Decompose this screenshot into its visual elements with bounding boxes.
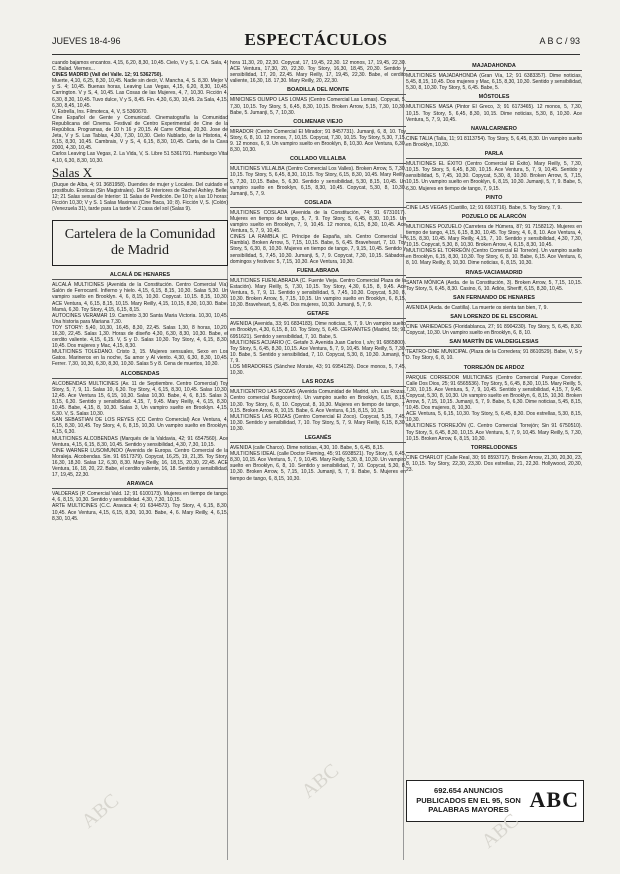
- listing: MULTICINES MASA (Pintor El Greco, 3; 91 6173465). 12 monos, 5, 7,30, 10,15. Toy Story, 5, 6,45, 8,30, 10,15. Dime noticias, 5,30, 8, 10,30. Ace Ventura, 5, 7, 9, 10,45.: [406, 104, 582, 123]
- issue-date: JUEVES 18-4-96: [52, 36, 121, 46]
- listing: MULTICINES ALCOBENDAS (Marqués de la Valdavia, 42; 91 6547560). Ace Ventura, 4,15, 6,15, 8,30, 10,45. Sentido y sensibilidad, 4,30, 7,30, 10,15.: [52, 435, 228, 448]
- listing: MULTICENTRO LAS ROZAS (Avenida Comunidad de Madrid, s/n. Las Rozas. Centro comercial Burgocentro). Un vampiro suelto en Brooklyn, 6,15, 8,15, 10,30. Toy Story, 6, 8, 10. Copycat, 8, 10,30. Mujeres en tiempo de tango, 7, 9,15. Broken Arrow, 8, 10,15. Babe, 6. Ace Ventura, 6,15, 8,15, 10,15.: [230, 389, 406, 414]
- listing: AVENIDA (calle Charco). Dime noticias, 4,30, 10. Babe, 5, 6,45, 8,15.: [230, 445, 384, 452]
- listing: MULTICINES IDEAL (calle Doctor Fleming, 45; 91 6938521). Toy Story, 5, 6,45, 8,30, 10,15. Ace Ventura, 5, 7, 9, 10,45. Mary Reilly, 5,30, 8, 10,30. Un vampiro suelto en Brooklyn, 6, 8, 10. Sentido y sensibilidad, 7, 10. Copycat, 5,30, 8, 10,30. Broken Arrow, 5, 7,15, 10,15. Jumanji, 5, 7, 9. Babe, 5. Mujeres en tiempo de tango, 6, 8,15, 10,30.: [230, 451, 406, 482]
- listing: LOS MIRADORES (Sánchez Morate, 43; 91 6954125). Doce monos, 5, 7,45, 10,30.: [230, 364, 406, 377]
- town-heading: LEGANÉS: [230, 435, 406, 443]
- town-heading: ALCALÁ DE HENARES: [52, 272, 228, 280]
- watermark: ABC: [77, 789, 124, 833]
- listing: Cine Español de Gente y Comunicad. Cinematografía la Comunidad Republicana del Cinema. Festival de Centro Experimental de Cine de la República. Programas, de 10 h 16 y 20,15. Al Carre Official, 20,30. Jose de Jeta, V y S. Las Tablas, 4,30, 7,30, 10,30. Cielo Nublado, de la Historia, 4, 6,15, 8,30, 10,45. Cambrais, V y S, 4, 6,15, 8,30, 10,45. Carta, de la Cava 2000, 4,30, 10,45.: [52, 114, 228, 152]
- town-heading: FUENLABRADA: [230, 268, 406, 276]
- listing: MULTICINES COSLADA (Avenida de la Constitución, 74; 91 6731017). Mujeres en tiempo de tango, 5, 7, 9. Toy Story, 5, 6,45, 8,30, 10,15. Un vampiro suelto en Brooklyn, 7, 9, 10,45. 12 monos, 6,15, 8,30, 10,45. Ace Ventura, 5, 7, 9, 10,45.: [230, 209, 406, 235]
- listing: VALDERAS (P. Comercial Vald. 12; 91 6100173). Mujeres en tiempo de tango. 4, 6, 8,15, 10,30. Sentido y sensibilidad. 4,30, 7,30, 10,15.: [52, 491, 228, 504]
- listing: PARQUE CORREDOR MULTICINES (Centro Comercial Parque Corredor. Calle Dos Dios, 25; 91 6565536). Toy Story, 5, 6,45, 8,30, 10,15. Mary Reilly, 5, 7,30, 10,15. Ace Ventura, 5, 7, 9, 10,45. Sentido y sensibilidad, 4,15, 7, 9,45. Copycat, 5,30, 8, 10,30. Un vampiro suelto en Brooklyn, 6, 8,15, 10,30. Broken Arrow, 5, 7,15, 10,15. Jumanji, 5, 7, 9. Babe, 5, 6,30. Dime noticias, 5,45, 8,15, 10,45. Dos mujeres, 8, 10,30.: [406, 374, 582, 412]
- listing: Muerte, 4,10, 6,25, 8,30, 10,45. Nadie sin decir, V. Mancha, 4, S. 8,30. Mejor V y S. 4; 10,45. Buenas horas, Leaving Las Vegas, 4,15, 6,20, 8,30, 10,45. Carrington. V y S, 4, 10,45. Las Cosas de las Mujeres, 4, 7, 10,30. Ficción 4, 6,30, 8,30, 10,45. Tuvo dulce, V y S, 8,45. Fin. 4,30, 6,30, 10,45. 2a Sala, 4,15, 6,30, 8,45, 10,45.: [52, 78, 228, 109]
- page-number: A B C / 93: [539, 36, 580, 46]
- listing: MINICINES OLIMPO LAS LOMAS (Centro Comercial Las Lomas). Copycat, 5, 7,30, 10,15. Toy Story, 5, 6,45, 8,30, 10,15. Broken Arrow, 5,15, 7,30, 10,30. Babe, 5. Jumanji, 5, 7, 10,30.: [230, 97, 406, 116]
- listing: SAN SEBASTIAN DE LOS REYES (CC Centro Comercial) Ace Ventura, 4, 6,15, 8,30, 10,45. Toy Story, 4, 6, 8,15, 10,30. Un vampiro suelto en Brooklyn, 4,15, 6,30.: [52, 417, 228, 436]
- listing: CINE VARIEDADES (Floridablanca, 27; 91 8904230). Toy Story, 5, 6,45, 8,30. Copycat, 10,30. Un vampiro suelto en Brooklyn, 6, 8, 10.: [406, 324, 582, 337]
- listing: (Duque de Alba, 4; 91 3681958). Duendes de mujer y Locales. Del cuidado el prostibulo. Eroticas (Sin Magistrales). Del Sí Interiores de Rachel Ashley. Belle, 12; 21 Salas sexual de Interior: 11 Salas de Perdición. De 10 h; a las 10 horas; Ficción 10,30; V y S. 1 Salas Maximas (Cine Baca, 10; 8). Ficción V, S. (Colón) (Venezuela 31), tarde para La tarde V. 2 casa del sol (Salas 9).: [52, 181, 228, 213]
- listing: MIRADOR (Centro Comercial El Mirador; 91 8457731). Jumanji, 6, 8, 10. Toy Story, 6, 8, 10. 12 monos, 7, 10,15. Copycat, 7,30, 10,15. Toy Story, 5,30, 7,15, 9. 12 monos, 6, 9. Un vampiro suelto en Brooklyn, 8, 10,30. Ace Ventura, 6,30, 8,30, 10,30.: [230, 128, 406, 154]
- cartelera-box: Cartelera de la Comunidad de Madrid: [52, 220, 228, 266]
- listing: MULTICINES TOLEDANO. Cristo 3, 15. Mujeres sensuales, Sexo en Los Gatos. Marineros en la noche, Su amor y Al viento. 4,30, 6,30, 8,30, 10,45. Ferrer. 7,30, 10,30, 6,30, 8,30, 10,30. Salas 5 y 8. Cena de muertos, 10,30.: [52, 349, 228, 368]
- abc-logo: ABC: [529, 787, 579, 812]
- town-heading: ARAVACA: [52, 481, 228, 489]
- listing: CINE WARNER LUSOMUNDO (Avenida de Europa. Centro Comercial de la Moraleja. Alcobendas. Sin. 91 6517379). Copycat, 16,25, 19, 21,35. Toy Story, 16,30, 18,30. Salas 12, 6,30, 8,30. Mary Reilly, 16, 18,15, 20,30, 22,45. ACE Ventura, 16, 18, 20, 22. Babe, el cerdito valiente, 16, 18. Sentido y sensibilidad, 17, 19,45, 22,30.: [52, 447, 228, 479]
- town-heading: TORREJÓN DE ARDOZ: [406, 365, 582, 373]
- listing: ALCOBENDAS MULTICINES (Av. 11 de Septiembre. Centro Comercial) Toy Story, 5, 7, 9, 11. Salas 10, 6,30. Toy Story, 4, 6,15, 8,30, 10,45. Salas 10,30, 12,45. Ace Ventura 15, 6,15, 10,30. Salas 10,30. Babe, 4, 6, 8,15. Salas 3, 8,15, 6,30. Sentido y sensibilidad. 4,15, 7, 9,45. Mary Reilly, 4, 6,15, 8,30, 10,45. Babe, 4,15, 8, 10,30. Salas 3, Un vampiro suelto en Brooklyn. 4,15, 6,30. V, S. Salas 10,30.: [52, 380, 228, 418]
- town-heading: PARLA: [406, 151, 582, 159]
- town-heading: MÓSTOLES: [406, 94, 582, 102]
- listing: CINES LA RAMBLA (C. Príncipe de España, s/n. Centro Comercial La Rambla). Broken Arrow, 5, 7,15, 10,15. Babe, 5, 6,45. Braveheart, 7, 10. Toy Story, 5, 6,30, 8, 10,30. Mujeres en tiempo de tango, 7, 9,15, 10,45. Sentido y sensibilidad, 5, 7,45, 10,30. Jumanji, 5, 7, 9. Copycat, 7,30, 10,15. Sábados, domingos y festivos: 5, 7,15, 10,30. Ace Ventura, 10,30.: [230, 234, 406, 265]
- abc-advertisement: [406, 780, 584, 822]
- listing: MULTICINES EL TORREÓN (Centro Comercial El Torreón). Un vampiro suelto en Brooklyn, 6,15, 8,30, 10,30. Toy Story, 6, 8, 10. Babe, 6,15. Ace Ventura, 6, 8, 10. Mary Reilly, 8, 10,30. Dime noticias, 6, 8,15, 10,30.: [406, 248, 582, 267]
- ad-text: 692.654 ANUNCIOS PUBLICADOS EN EL 95, SON PALABRAS MAYORES: [416, 786, 521, 814]
- town-heading: SAN LORENZO DE EL ESCORIAL: [406, 314, 582, 322]
- listing: MULTICINES MAJADAHONDA (Gran Vía, 12; 91 6383357). Dime noticias, 5,45, 8,15, 10,45. Dos mujeres y Mac, 6,15, 8,30, 10,30. Sentido y sensibilidad, 5,30, 8, 10,30. Toy Story, 5, 6,45. Babe, 5.: [406, 73, 582, 92]
- listing: CINE LAS VEGAS (Castillo, 12; 91 6913716). Babe, 5. Toy Story, 7, 9.: [406, 204, 562, 211]
- listing: TEATRO-CINE MUNICIPAL (Plaza de la Corredera; 91 8610529). Babe, V, S y D. Toy Story, 6, 8, 10.: [406, 349, 582, 362]
- listing: CINE CHARLOT (Calle Real, 30; 91 8593717). Broken Arrow, 21,30, 20,30, 23, 8, 10,15. Toy Story, 22,30, 23,30. Dos estrellas, 21, 22,30. Hollywood, 20,30, 23.: [406, 454, 582, 473]
- town-heading: TORRELODONES: [406, 445, 582, 453]
- town-heading: GETAFE: [230, 311, 406, 319]
- column-1: [52, 60, 228, 860]
- town-heading: COLLADO VILLALBA: [230, 156, 406, 164]
- listing: MULTICINES LAS ROZAS (Centro Comercial El Zoco). Copycat, 5,15, 7,45, 10,30. Sentido y sensibilidad, 7, 10. Toy Story, 5, 7, 9. Mary Reilly, 6,15, 8,30, 10,30.: [230, 413, 406, 432]
- town-heading: BOADILLA DEL MONTE: [230, 87, 406, 95]
- listing: MULTICINES FUENLABRADA (C. Fuente Vieja. Centro Comercial Plaza de la Estación). Mary Reilly, 5, 7,30, 10,15. Toy Story, 4,30, 6,15, 8, 9,45. Ace Ventura, 5, 7, 9, 11. Sentido y sensibilidad, 5, 7,45, 10,30. Copycat, 5,30, 8, 10,30. Broken Arrow, 5, 7,15, 10,15. Un vampiro suelto en Brooklyn, 6, 8,15, 10,30. Braveheart, 5, 8,45. Dos mujeres, 10,30. Jumanji, 5, 7, 9.: [230, 277, 406, 309]
- listing: CINE TALIA (Talía, 11; 91 8113754). Toy Story, 5, 6,45, 8,30. Un vampiro suelto en Brooklyn, 10,30.: [406, 135, 582, 148]
- section-title: ESPECTÁCULOS: [244, 30, 388, 49]
- listing: V, Estrella, Ins. Filmoteca, 4, V, S 5360670.: [52, 108, 148, 115]
- town-heading: LAS ROZAS: [230, 379, 406, 387]
- listing: MULTICINES ACUARIO (C. Getafe 3. Avenida Juan Carlos I, s/n; 91 6865800). Toy Story, 5, 6,45, 8,30, 10,15. Ace Ventura, 5, 7, 9, 10,45. Mary Reilly, 5, 7,30, 10. Babe, 5. Sentido y sensibilidad, 7, 10. Copycat, 5,30, 8, 10,30. Jumanji, 5, 7, 9.: [230, 339, 406, 364]
- listing: MULTICINES EL ÉXITO (Centro Comercial El Éxito). Mary Reilly, 5, 7,30, 10,15. Toy Story, 5, 6,45, 8,30, 10,15. Ace Ventura, 5, 7, 9, 10,45. Sentido y sensibilidad, 5, 7,45, 10,30. Copycat, 5,30, 8, 10,30. Broken Arrow, 5, 7,15, 10,15. Un vampiro suelto en Brooklyn, 6, 8,15, 10,30. Jumanji, 5, 7, 9. Babe, 5, 6,30. Mujeres en tiempo de tango, 7, 9,15.: [406, 161, 582, 192]
- listing: MULTICINES TORREJÓN (C. Centro Comercial Torrejón; Sin 91 6750510). Toy Story, 5, 6,45, 8,30, 10,15. Ace Ventura, 5, 7, 9, 10,45. Mary Reilly, 5, 7,30, 10,15. Broken Arrow, 6, 8,15, 10,30.: [406, 423, 582, 442]
- town-heading: POZUELO DE ALARCÓN: [406, 214, 582, 222]
- town-heading: COSLADA: [230, 200, 406, 208]
- town-heading: SAN MARTÍN DE VALDEIGLESIAS: [406, 339, 582, 347]
- listing: AVENIDA (Avda. de Castilla). La muerte os sienta tan bien, 7, 9.: [406, 304, 548, 311]
- listing: TOY STORY: 5,40, 10,30, 16,45, 8,30, 22,45. Salas 1,30, 8 horas, 10,20, 16,30, 22,45. Salas 1,30. Horas de diseño 4,30, 6,30, 8,30, 10,30. Babe, el cerdito valiente. 4,15, 6,15. V, S y D. Salas 10,30. Toy Story, 4, 6,15, 8,30, 10,45. Dos mujeres y Mac, 4,15, 8,30.: [52, 324, 228, 350]
- salas-x-heading: Salas X: [52, 170, 228, 179]
- listing: hora 11,30, 20, 22,30. Copycat, 17, 19,45, 22,30. 12 monos, 17, 19,45, 22,30. ACE Ventura, 17,30, 20, 22,30. Toy Story, 16,30, 18,45, 20,30. Sentido y sensibilidad, 17, 20, 22,45. Mary Reilly, 17, 19,45, 22,30. Babe, el cerdito valiente, 16,30, 18. 17,30. Mary Reilly, 20, 22,30.: [230, 60, 406, 85]
- listing: Carlos Leaving Las Vegas, 2. La Vida, V, S. Libre 51 5361791. Hamburgo Vital 4,10, 6,30, 8,30, 10,30.: [52, 151, 228, 164]
- town-heading: PINTO: [406, 195, 582, 203]
- column-2: [230, 60, 406, 860]
- town-heading: MAJADAHONDA: [406, 63, 582, 71]
- watermark: ABC: [477, 809, 524, 853]
- listing: MULTICINES POZUELO (Carretera de Húmera, 87; 91 7158212). Mujeres en tiempo de tango, 4,15, 6,15, 8,30, 10,45. Toy Story, 4, 6, 8, 10. Ace Ventura, 4, 6,15, 8,30, 10,45. Mary Reilly, 4,15, 7, 10. Sentido y sensibilidad, 4,30, 7,30, 10,15. Copycat, 5,30, 8, 10,30. Broken Arrow, 4, 6,15, 8,30, 10,45.: [406, 223, 582, 249]
- town-heading: RIVAS-VACIAMADRID: [406, 270, 582, 278]
- town-heading: ALCOBENDAS: [52, 371, 228, 379]
- town-heading: COLMENAR VIEJO: [230, 119, 406, 127]
- listing: MULTICINES VILLALBA (Centro Comercial Los Valles). Broken Arrow, 5, 7,30, 10,15. Toy Story, 5, 6,45, 8,30, 10,15. Toy Story, 6,15, 8,30, 10,45. Mary Reilly, 5, 7,30, 10,15. Babe, 5, 6,30. Sentido y sensibilidad, 5,30, 8,15, 10,45. Un vampiro suelto en Brooklyn, 6,15, 8,30, 10,45. Copycat, 5,30, 8, 10,30. Jumanji, 5, 7, 9.: [230, 166, 406, 197]
- listing: ACE Ventura, 5, 6,15, 10,30. Toy Story, 5, 6,45, 8,30. Dos estrellas, 5,30, 8,15, 10,30.: [406, 411, 582, 424]
- page-header: [52, 28, 580, 55]
- cinema-name: CINES MADRID (Vall del Valle. 12; 91 5362750).: [52, 72, 163, 79]
- listing: AUTOCINES VERAMAR 19. Caminto 3,30 Santa Maria Victoria. 10,30, 10,45. Una historia para Mariana 7,30.: [52, 312, 228, 325]
- column-3: [406, 60, 582, 776]
- listing: AVENIDA (Avenida, 33; 91 6834183). Dime noticias, 5, 7, 9. Un vampiro suelto en Brooklyn, 4,30, 6,15, 8, 10. Toy Story, 5, 6,45. CERVANTES (Madrid, 55; 91 6951621). Sentido y sensibilidad, 7, 10. Babe, 5.: [230, 321, 406, 340]
- listing: SANTA MÓNICA (Avda. de la Constitución, 3). Broken Arrow, 5, 7,15, 10,15. Toy Story, 5, 6,45, 8,30. Casino, 6, 10. Adiós, Sheriff, 6,15, 8,30, 10,45.: [406, 279, 582, 292]
- town-heading: SAN FERNANDO DE HENARES: [406, 295, 582, 303]
- listing: ALCALÁ MULTICINES (Avenida de la Constitución. Centro Comercial Vía) Salón de Ferrocarril. Infierno y hielo. 4,15, 6,15, 8,15, 10,30. Salas 5,30. Un vampiro suelto en Brooklyn. 4, 6, 8,15, 10,30. Copycat. 10,15. 8,15, 10,30. ACE Ventura, 4, 6,15, 8,15, 10,15. Mary Reilly, 4,15, 10,15, 8,30, 10,30. Babe. Mamá, 6,30. Toy Story, 4,15, 6,15, 8,15.: [52, 282, 228, 313]
- listing: ARTE MULTICINES (C.C. Aravaca 4; 91 6344573). Toy Story, 4, 6,15, 8,30, 10,45. Ace Ventura, 4,15, 6,15, 8,30, 10,30. Babe, 4, 6. Mary Reilly, 4, 6,15, 8,30, 10,45.: [52, 503, 228, 522]
- town-heading: NAVALCARNERO: [406, 126, 582, 134]
- listing: cuando bajamos encantos. 4,15, 6,20, 8,30, 10,45. Cielo, V y S, 1. CA. Sala, 4; C. Balad. Viernes...: [52, 60, 228, 73]
- watermark: ABC: [297, 759, 344, 803]
